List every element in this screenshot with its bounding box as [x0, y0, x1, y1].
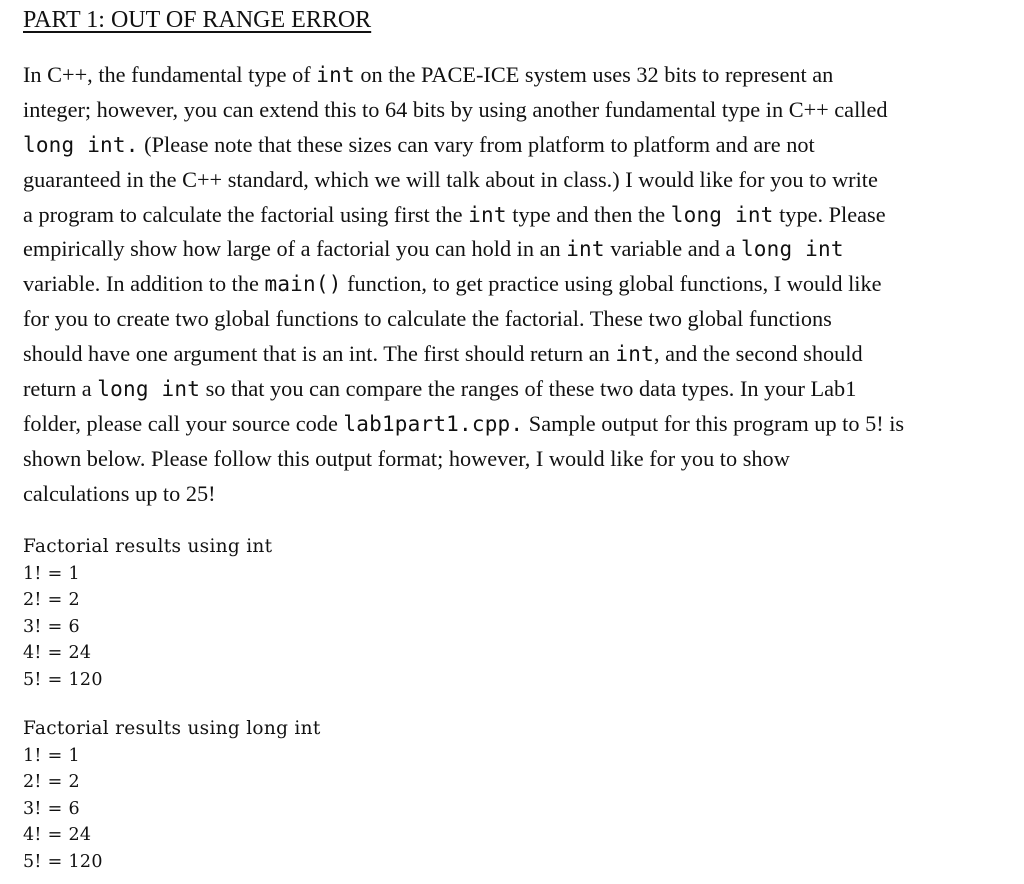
paragraph-line: [23, 232, 1013, 267]
inline-code: int: [566, 237, 605, 262]
text-run: Sample output for this program up to 5! is: [523, 410, 905, 436]
text-run: for you to create two global functions to calculate the factorial. These two global functions: [23, 306, 832, 332]
inline-code: int: [316, 63, 355, 87]
output-row: 4! = 24: [23, 825, 92, 846]
text-run: should have one argument that is an int. The first should return an: [23, 341, 616, 367]
output-row: 3! = 6: [23, 798, 80, 819]
text-run: folder, please call your source code: [23, 410, 344, 436]
output-row: 1! = 1: [23, 564, 80, 584]
sample-output-int: [23, 533, 272, 693]
inline-code: long int: [97, 377, 201, 402]
output-row: 5! = 120: [23, 669, 103, 690]
paragraph-line: [23, 267, 1013, 302]
text-run: so that you can compare the ranges of these two data types. In your Lab1: [200, 376, 857, 402]
paragraph-line: [23, 442, 1013, 477]
paragraph-line: [23, 93, 1013, 128]
inline-code: lab1part1.cpp.: [343, 411, 524, 436]
text-run: function, to get practice using global functions, I would like: [341, 271, 882, 297]
paragraph-line: [23, 58, 1013, 93]
output-row: 2! = 2: [23, 590, 80, 611]
text-run: calculations up to 25!: [23, 480, 216, 506]
output-row: 1! = 1: [23, 746, 80, 766]
text-run: (Please note that these sizes can vary from platform to platform and are not: [138, 131, 815, 157]
text-run: In C++, the fundamental type of: [23, 62, 317, 87]
text-run: integer; however, you can extend this to 64 bits by using another fundamental type in C++ called: [23, 96, 888, 122]
paragraph-line: [23, 407, 1013, 442]
inline-code: int: [615, 342, 654, 367]
inline-code: long int: [740, 237, 844, 262]
output-title-int: Factorial results using int: [23, 536, 273, 557]
output-row: 4! = 24: [23, 643, 92, 664]
text-run: empirically show how large of a factorial you can hold in an: [23, 236, 567, 262]
inline-code: long int.: [23, 132, 139, 157]
sample-output-long-int: [23, 715, 321, 875]
paragraph-line: [23, 372, 1013, 407]
paragraph-line: [23, 198, 1013, 233]
output-row: 3! = 6: [23, 616, 80, 637]
text-run: a program to calculate the factorial using first the: [23, 201, 469, 227]
text-run: type. Please: [773, 201, 886, 227]
text-run: shown below. Please follow this output format; however, I would like for you to show: [23, 445, 790, 471]
text-run: on the PACE-ICE system uses 32 bits to represent an: [354, 62, 834, 87]
paragraph-line: [23, 337, 1013, 372]
inline-code: main(): [264, 272, 342, 297]
section-heading: PART 1: OUT OF RANGE ERROR: [23, 7, 372, 33]
instructions-paragraph: [23, 58, 1013, 512]
inline-code: long int: [670, 202, 774, 227]
text-run: return a: [23, 376, 98, 402]
text-run: type and then the: [506, 201, 671, 227]
paragraph-line: [23, 163, 1013, 198]
text-run: variable and a: [604, 236, 741, 262]
paragraph-line: [23, 128, 1013, 163]
output-title-long-int: Factorial results using long int: [23, 718, 321, 739]
output-row: 2! = 2: [23, 772, 80, 793]
text-run: guaranteed in the C++ standard, which we will talk about in class.) I would like for you to write: [23, 166, 878, 192]
paragraph-line: [23, 302, 1013, 337]
text-run: variable. In addition to the: [23, 271, 265, 297]
output-row: 5! = 120: [23, 851, 103, 872]
inline-code: int: [468, 202, 507, 227]
paragraph-line: [23, 477, 1013, 512]
text-run: , and the second should: [653, 341, 863, 367]
